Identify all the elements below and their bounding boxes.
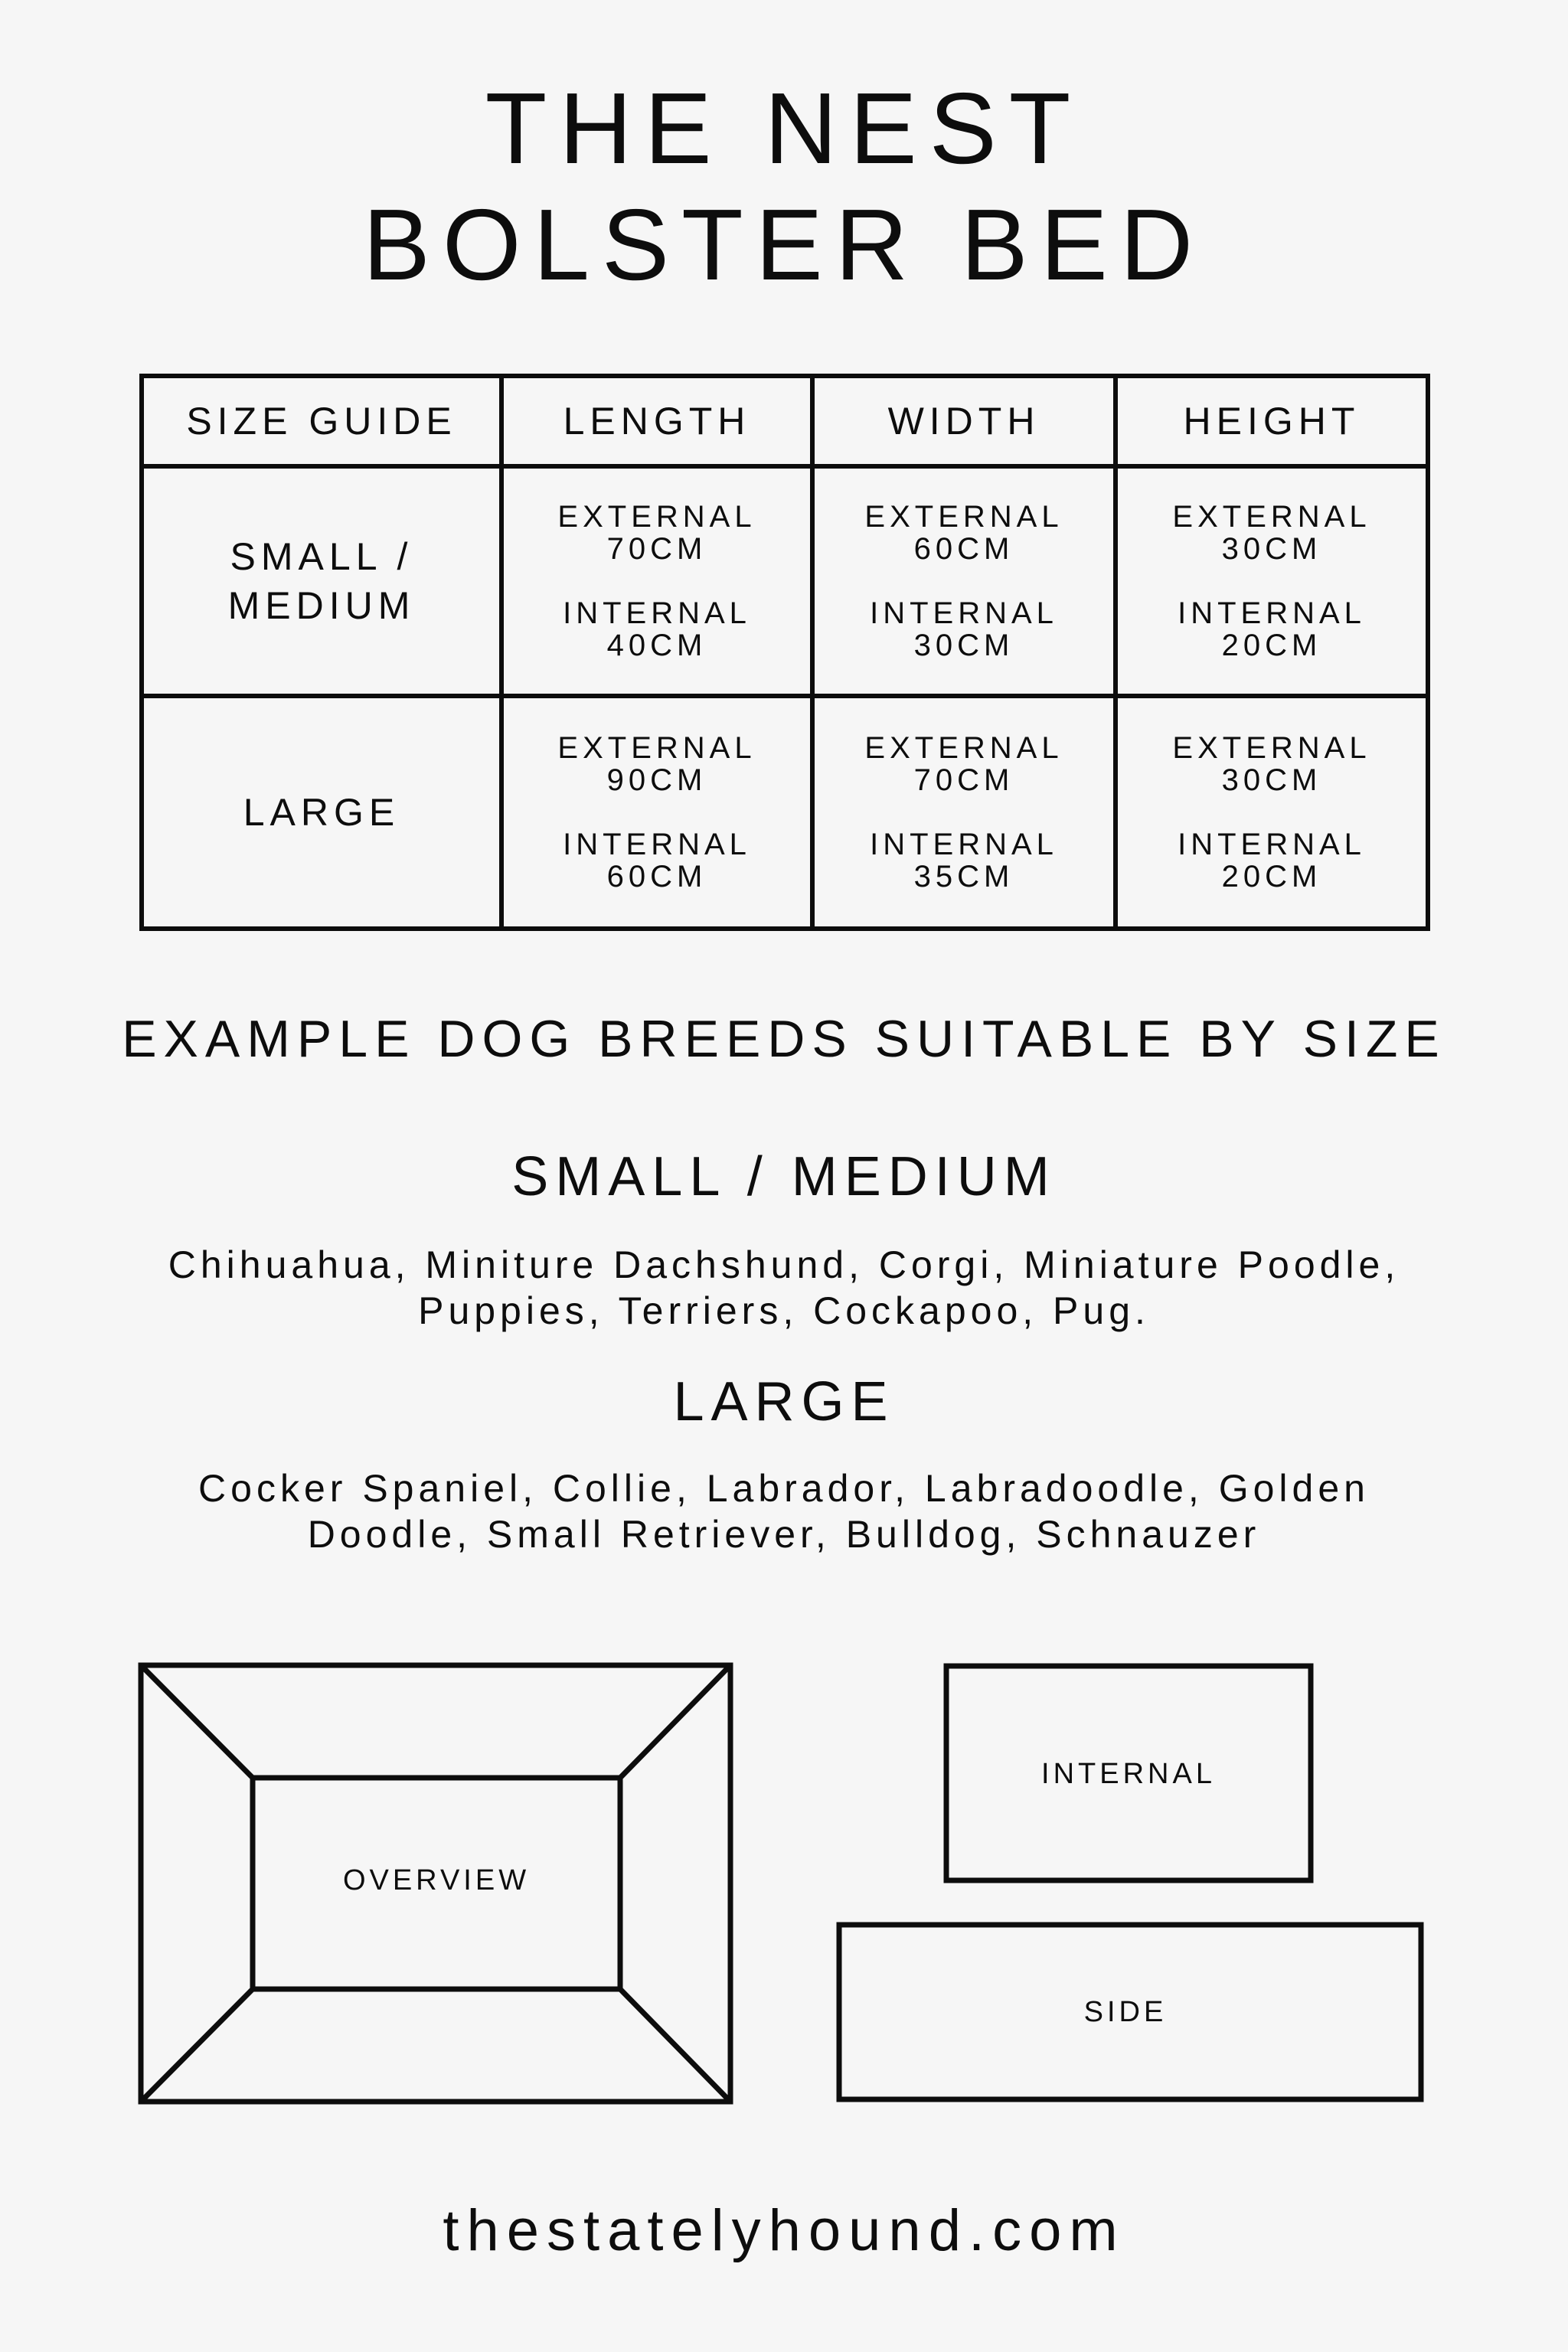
- header-width: WIDTH: [812, 376, 1116, 466]
- internal-value: 30CM: [913, 629, 1014, 662]
- internal-value: 40CM: [606, 629, 707, 662]
- external-value: 30CM: [1221, 763, 1322, 797]
- external-label: EXTERNAL: [557, 731, 756, 765]
- internal-label: INTERNAL: [1041, 1758, 1216, 1790]
- breed-list-line: Chihuahua, Miniture Dachshund, Corgi, Miniature Poodle,: [168, 1243, 1400, 1286]
- header-length: LENGTH: [501, 376, 812, 466]
- breed-list-line: Cocker Spaniel, Collie, Labrador, Labradoodle, Golden: [198, 1467, 1370, 1510]
- breeds-heading: EXAMPLE DOG BREEDS SUITABLE BY SIZE: [122, 1010, 1446, 1068]
- row-label-large: LARGE: [142, 696, 501, 929]
- external-label: EXTERNAL: [864, 500, 1063, 534]
- internal-label: INTERNAL: [870, 828, 1058, 861]
- external-label: EXTERNAL: [864, 731, 1063, 765]
- title-line-2: BOLSTER BED: [362, 188, 1206, 301]
- internal-label: INTERNAL: [1178, 828, 1366, 861]
- breed-list-line: Doodle, Small Retriever, Bulldog, Schnauzer: [307, 1513, 1261, 1556]
- external-label: EXTERNAL: [1172, 731, 1371, 765]
- header-size-guide: SIZE GUIDE: [142, 376, 501, 466]
- row-label-line-2: MEDIUM: [227, 584, 416, 627]
- title-line-1: THE NEST: [485, 72, 1083, 185]
- external-label: EXTERNAL: [1172, 500, 1371, 534]
- small-medium-title: SMALL / MEDIUM: [511, 1146, 1057, 1207]
- external-value: 60CM: [913, 532, 1014, 566]
- internal-label: INTERNAL: [563, 828, 751, 861]
- internal-value: 20CM: [1221, 860, 1322, 893]
- website-footer: thestatelyhound.com: [443, 2198, 1125, 2263]
- internal-value: 60CM: [606, 860, 707, 893]
- internal-label: INTERNAL: [563, 596, 751, 630]
- external-value: 70CM: [913, 763, 1014, 797]
- breed-list-line: Puppies, Terriers, Cockapoo, Pug.: [418, 1289, 1150, 1332]
- external-value: 90CM: [606, 763, 707, 797]
- large-title: LARGE: [673, 1371, 895, 1432]
- overview-label: OVERVIEW: [342, 1864, 531, 1896]
- header-height: HEIGHT: [1116, 376, 1428, 466]
- external-label: EXTERNAL: [557, 500, 756, 534]
- internal-value: 35CM: [913, 860, 1014, 893]
- internal-label: INTERNAL: [1178, 596, 1366, 630]
- external-value: 70CM: [606, 532, 707, 566]
- side-label: SIDE: [1083, 1996, 1168, 2028]
- external-value: 30CM: [1221, 532, 1322, 566]
- internal-value: 20CM: [1221, 629, 1322, 662]
- internal-label: INTERNAL: [870, 596, 1058, 630]
- row-label-line-1: SMALL /: [230, 535, 413, 578]
